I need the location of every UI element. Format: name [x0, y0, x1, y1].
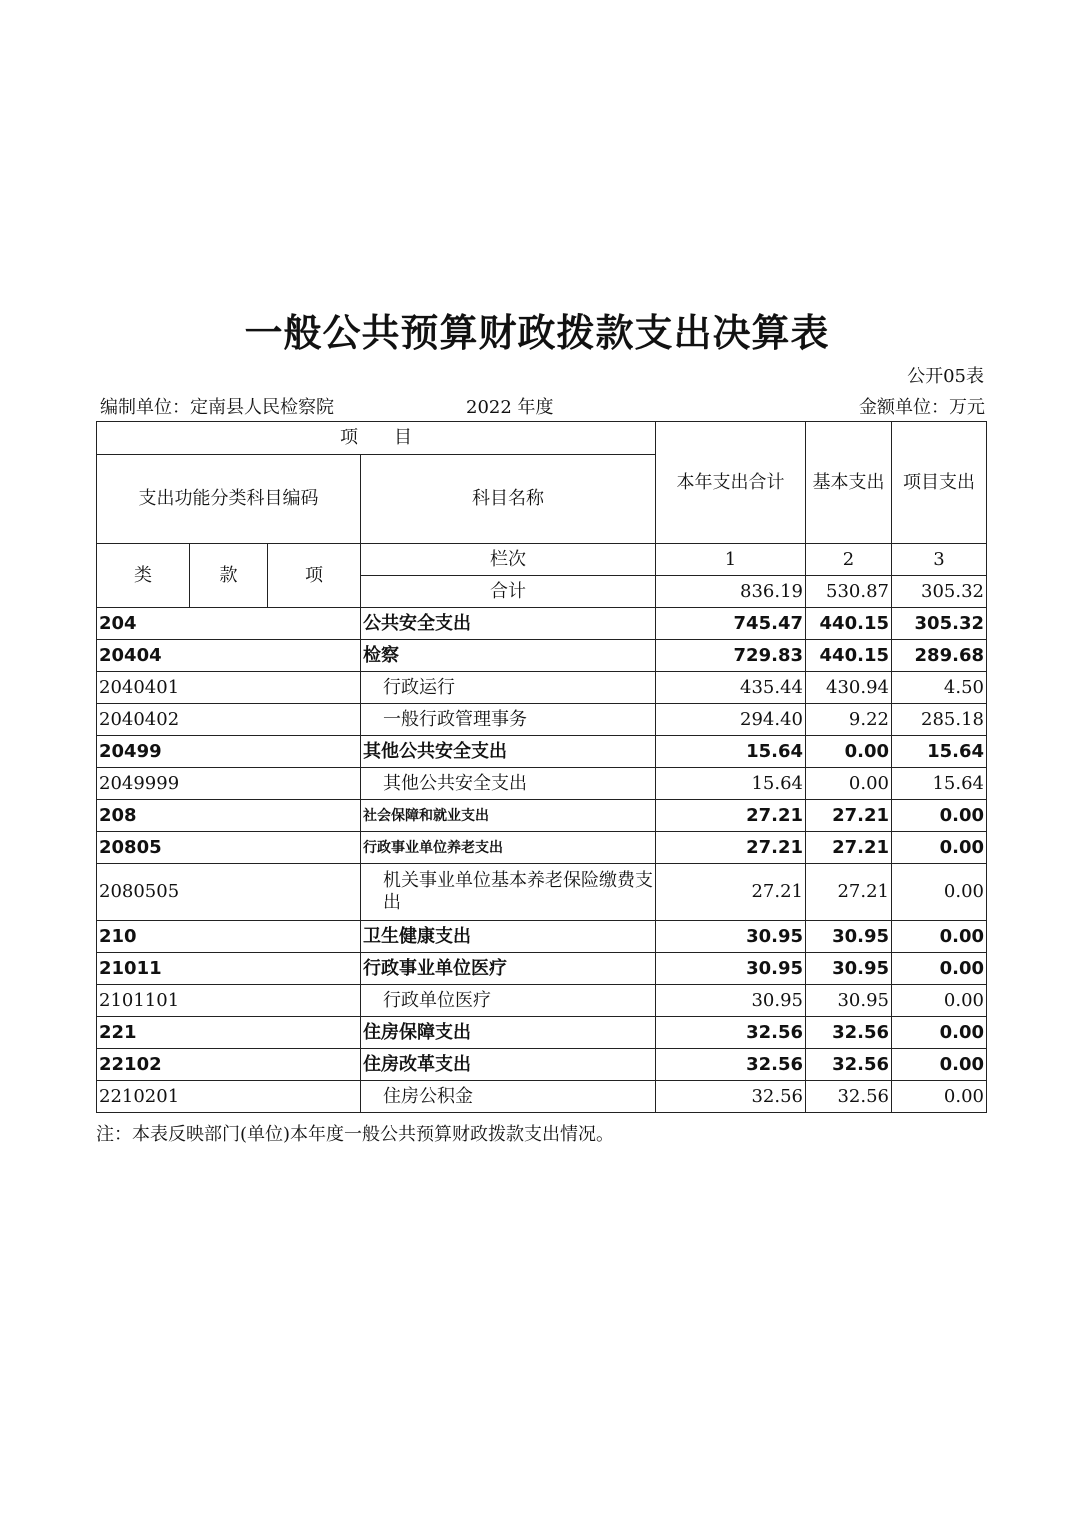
- header-xiang: 项: [268, 544, 361, 608]
- row-total: 15.64: [656, 736, 806, 768]
- row-code: 204: [97, 608, 361, 640]
- row-total: 30.95: [656, 921, 806, 953]
- table-row: [97, 672, 987, 704]
- row-project: 15.64: [892, 768, 987, 800]
- table-row: [97, 704, 987, 736]
- row-project: 0.00: [892, 953, 987, 985]
- row-basic: 32.56: [806, 1049, 892, 1081]
- row-total: 27.21: [656, 832, 806, 864]
- header-col-total: 本年支出合计: [656, 422, 806, 544]
- row-code: 2040402: [97, 704, 361, 736]
- row-project: 15.64: [892, 736, 987, 768]
- table-row: [97, 832, 987, 864]
- row-code: 20499: [97, 736, 361, 768]
- row-code: 2101101: [97, 985, 361, 1017]
- row-subject-name: 行政运行: [361, 672, 656, 704]
- table-row: [97, 1017, 987, 1049]
- row-code: 2049999: [97, 768, 361, 800]
- row-total: 32.56: [656, 1049, 806, 1081]
- row-project: 0.00: [892, 985, 987, 1017]
- row-basic: 27.21: [806, 864, 892, 921]
- table-row: [97, 640, 987, 672]
- table-row: [97, 864, 987, 921]
- table-row: [97, 953, 987, 985]
- unit-label: 金额单位：万元: [859, 397, 985, 418]
- footnote: 注：本表反映部门(单位)本年度一般公共预算财政拨款支出情况。: [96, 1124, 615, 1145]
- header-col-basic: 基本支出: [806, 422, 892, 544]
- row-code: 210: [97, 921, 361, 953]
- budget-table: [96, 421, 987, 1113]
- header-n1: 1: [656, 544, 806, 576]
- row-basic: 30.95: [806, 953, 892, 985]
- header-n2: 2: [806, 544, 892, 576]
- header-kuan: 款: [190, 544, 268, 608]
- row-subject-name: 其他公共安全支出: [361, 736, 656, 768]
- table-row: [97, 921, 987, 953]
- row-code: 21011: [97, 953, 361, 985]
- table-row: [97, 985, 987, 1017]
- row-subject-name: 行政事业单位医疗: [361, 953, 656, 985]
- header-project: 项 目: [97, 422, 656, 455]
- row-code: 2040401: [97, 672, 361, 704]
- header-code-group: 支出功能分类科目编码: [97, 455, 361, 544]
- header-subject-name: 科目名称: [361, 455, 656, 544]
- row-total: 30.95: [656, 985, 806, 1017]
- row-subject-name: 机关事业单位基本养老保险缴费支出: [361, 864, 656, 921]
- heji-basic: 530.87: [806, 576, 892, 608]
- row-total: 729.83: [656, 640, 806, 672]
- row-basic: 440.15: [806, 608, 892, 640]
- row-subject-name: 行政单位医疗: [361, 985, 656, 1017]
- row-project: 305.32: [892, 608, 987, 640]
- row-subject-name: 公共安全支出: [361, 608, 656, 640]
- row-total: 27.21: [656, 800, 806, 832]
- row-code: 2210201: [97, 1081, 361, 1113]
- table-row: [97, 800, 987, 832]
- meta-line: [100, 393, 985, 417]
- row-project: 0.00: [892, 1017, 987, 1049]
- row-total: 32.56: [656, 1081, 806, 1113]
- row-code: 20805: [97, 832, 361, 864]
- year-label: 2022 年度: [466, 397, 554, 418]
- row-project: 289.68: [892, 640, 987, 672]
- heji-label: 合计: [361, 576, 656, 608]
- row-project: 0.00: [892, 1049, 987, 1081]
- row-total: 27.21: [656, 864, 806, 921]
- row-project: 0.00: [892, 1081, 987, 1113]
- row-total: 30.95: [656, 953, 806, 985]
- row-project: 0.00: [892, 864, 987, 921]
- row-code: 208: [97, 800, 361, 832]
- row-total: 32.56: [656, 1017, 806, 1049]
- row-project: 285.18: [892, 704, 987, 736]
- row-total: 745.47: [656, 608, 806, 640]
- row-code: 221: [97, 1017, 361, 1049]
- row-basic: 430.94: [806, 672, 892, 704]
- heji-total: 836.19: [656, 576, 806, 608]
- row-basic: 440.15: [806, 640, 892, 672]
- table-row: [97, 768, 987, 800]
- row-subject-name: 其他公共安全支出: [361, 768, 656, 800]
- row-basic: 30.95: [806, 985, 892, 1017]
- row-project: 0.00: [892, 832, 987, 864]
- row-basic: 32.56: [806, 1081, 892, 1113]
- heji-project: 305.32: [892, 576, 987, 608]
- row-basic: 30.95: [806, 921, 892, 953]
- row-subject-name: 一般行政管理事务: [361, 704, 656, 736]
- row-subject-name: 检察: [361, 640, 656, 672]
- header-col-project: 项目支出: [892, 422, 987, 544]
- table-row: [97, 1081, 987, 1113]
- row-total: 435.44: [656, 672, 806, 704]
- row-subject-name: 卫生健康支出: [361, 921, 656, 953]
- table-row: [97, 736, 987, 768]
- page-title: 一般公共预算财政拨款支出决算表: [244, 311, 830, 355]
- row-subject-name: 行政事业单位养老支出: [361, 832, 656, 864]
- row-code: 2080505: [97, 864, 361, 921]
- org-label: 编制单位：定南县人民检察院: [100, 397, 334, 418]
- header-n3: 3: [892, 544, 987, 576]
- row-project: 0.00: [892, 921, 987, 953]
- row-subject-name: 社会保障和就业支出: [361, 800, 656, 832]
- table-row: [97, 1049, 987, 1081]
- row-basic: 9.22: [806, 704, 892, 736]
- form-number: 公开05表: [907, 366, 984, 387]
- row-code: 22102: [97, 1049, 361, 1081]
- row-code: 20404: [97, 640, 361, 672]
- row-subject-name: 住房改革支出: [361, 1049, 656, 1081]
- row-basic: 27.21: [806, 800, 892, 832]
- row-total: 15.64: [656, 768, 806, 800]
- header-lanci: 栏次: [361, 544, 656, 576]
- table-row: [97, 608, 987, 640]
- row-subject-name: 住房保障支出: [361, 1017, 656, 1049]
- row-basic: 0.00: [806, 736, 892, 768]
- row-basic: 32.56: [806, 1017, 892, 1049]
- row-project: 4.50: [892, 672, 987, 704]
- row-total: 294.40: [656, 704, 806, 736]
- row-subject-name: 住房公积金: [361, 1081, 656, 1113]
- row-basic: 0.00: [806, 768, 892, 800]
- row-basic: 27.21: [806, 832, 892, 864]
- header-lei: 类: [97, 544, 190, 608]
- row-project: 0.00: [892, 800, 987, 832]
